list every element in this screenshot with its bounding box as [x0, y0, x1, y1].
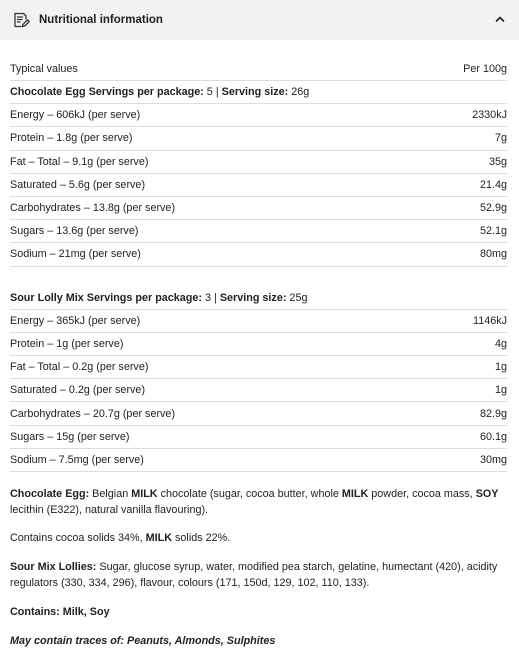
nutrition-accordion-header[interactable] [0, 0, 519, 40]
nutrient-label: Carbohydrates – 13.8g (per serve) [10, 202, 176, 215]
lolly-ingredients-label: Sour Mix Lollies: [10, 561, 97, 573]
nutrient-label: Sugars – 15g (per serve) [10, 430, 130, 443]
nutrient-label: Sodium – 21mg (per serve) [10, 248, 141, 261]
nutrient-label: Energy – 365kJ (per serve) [10, 314, 141, 327]
nutrient-label: Carbohydrates – 20.7g (per serve) [10, 407, 176, 420]
ingredient-text: chocolate (sugar, cocoa butter, whole [157, 488, 342, 500]
nutrient-label: Fat – Total – 9.1g (per serve) [10, 155, 149, 168]
lolly-serving-size: 25g [286, 291, 308, 304]
table-row [10, 379, 507, 402]
nutrient-value: 4g [494, 337, 507, 350]
nutrient-value: 21.4g [479, 178, 507, 191]
table-row [10, 243, 507, 266]
table-row [10, 127, 507, 150]
egg-product-name: Chocolate Egg Servings per package: [10, 86, 204, 99]
table-row [10, 402, 507, 425]
nutrient-value: 30mg [479, 453, 507, 466]
chevron-up-icon[interactable] [493, 12, 507, 26]
ingredient-text: Sugar, glucose syrup, water, modified pea starch, gelatine, humectant (420), acidity regulators (330, 334, 296), flavour, colours (171, 150d, 129, 102, 110, 133). [10, 561, 498, 589]
egg-ingredients-label: Chocolate Egg: [10, 488, 90, 500]
nutrient-value: 1g [494, 361, 507, 374]
ingredient-text: Contains cocoa solids 34%, [10, 532, 146, 544]
nutrient-value: 2330kJ [472, 109, 507, 122]
ingredient-text: lecithin (E322), natural vanilla flavouring). [10, 504, 209, 516]
table-row [10, 310, 507, 333]
egg-servings: 5 | [203, 86, 222, 99]
egg-size-label: Serving size: [221, 86, 289, 99]
table-row [10, 104, 507, 127]
nutrient-label: Protein – 1g (per serve) [10, 337, 124, 350]
ingredient-text: solids 22%. [172, 532, 231, 544]
table-row [10, 356, 507, 379]
nutrient-value: 35g [488, 155, 507, 168]
nutrient-label: Sugars – 13.6g (per serve) [10, 225, 139, 238]
allergen-text: MILK [341, 488, 369, 500]
ingredient-text: powder, cocoa mass, [368, 488, 476, 500]
nutrient-value: 82.9g [479, 407, 507, 420]
lolly-servings: 3 | [202, 291, 220, 304]
allergen-text: MILK [131, 488, 158, 500]
lolly-serving-info [10, 292, 307, 304]
nutrient-value: 1146kJ [472, 314, 507, 327]
table-row [10, 197, 507, 220]
typical-values-row [10, 57, 507, 81]
nutrition-content [0, 57, 519, 649]
table-row [10, 174, 507, 197]
nutrient-label: Fat – Total – 0.2g (per serve) [10, 361, 149, 374]
egg-ingredients [10, 486, 507, 518]
may-contain-traces: May contain traces of: Peanuts, Almonds, Sulphites [10, 635, 276, 647]
nutrient-value: 1g [494, 384, 507, 397]
cocoa-solids-note [10, 530, 507, 546]
allergen-text: SOY [475, 488, 499, 500]
nutrient-value: 7g [494, 132, 507, 145]
allergen-text: MILK [145, 532, 173, 544]
typical-values-label: Typical values [10, 62, 78, 75]
nutrient-label: Sodium – 7.5mg (per serve) [10, 453, 144, 466]
egg-serving-header [10, 81, 507, 104]
nutrient-value: 52.9g [479, 202, 507, 215]
nutrient-label: Saturated – 0.2g (per serve) [10, 384, 146, 397]
per-100g-label: Per 100g [463, 62, 507, 75]
contains-allergens [10, 604, 507, 620]
table-row [10, 426, 507, 449]
egg-serving-size: 26g [288, 86, 310, 99]
table-row [10, 151, 507, 174]
table-row [10, 220, 507, 243]
nutrient-label: Energy – 606kJ (per serve) [10, 109, 141, 122]
nutrient-value: 80mg [479, 248, 507, 261]
contains-text: Contains: Milk, Soy [10, 606, 110, 618]
table-row [10, 333, 507, 356]
document-edit-icon [12, 11, 30, 29]
lolly-ingredients [10, 559, 507, 591]
lolly-serving-header [10, 287, 507, 310]
table-row [10, 449, 507, 472]
nutrient-label: Protein – 1.8g (per serve) [10, 132, 133, 145]
egg-serving-info [10, 86, 309, 98]
lolly-product-name: Sour Lolly Mix Servings per package: [10, 291, 203, 304]
nutrient-label: Saturated – 5.6g (per serve) [10, 178, 146, 191]
nutrient-value: 60.1g [479, 430, 507, 443]
ingredient-text: Belgian [89, 488, 132, 500]
nutrient-value: 52.1g [479, 225, 507, 238]
section-spacer [10, 267, 507, 287]
lolly-size-label: Serving size: [219, 291, 287, 304]
accordion-title: Nutritional information [39, 14, 163, 26]
